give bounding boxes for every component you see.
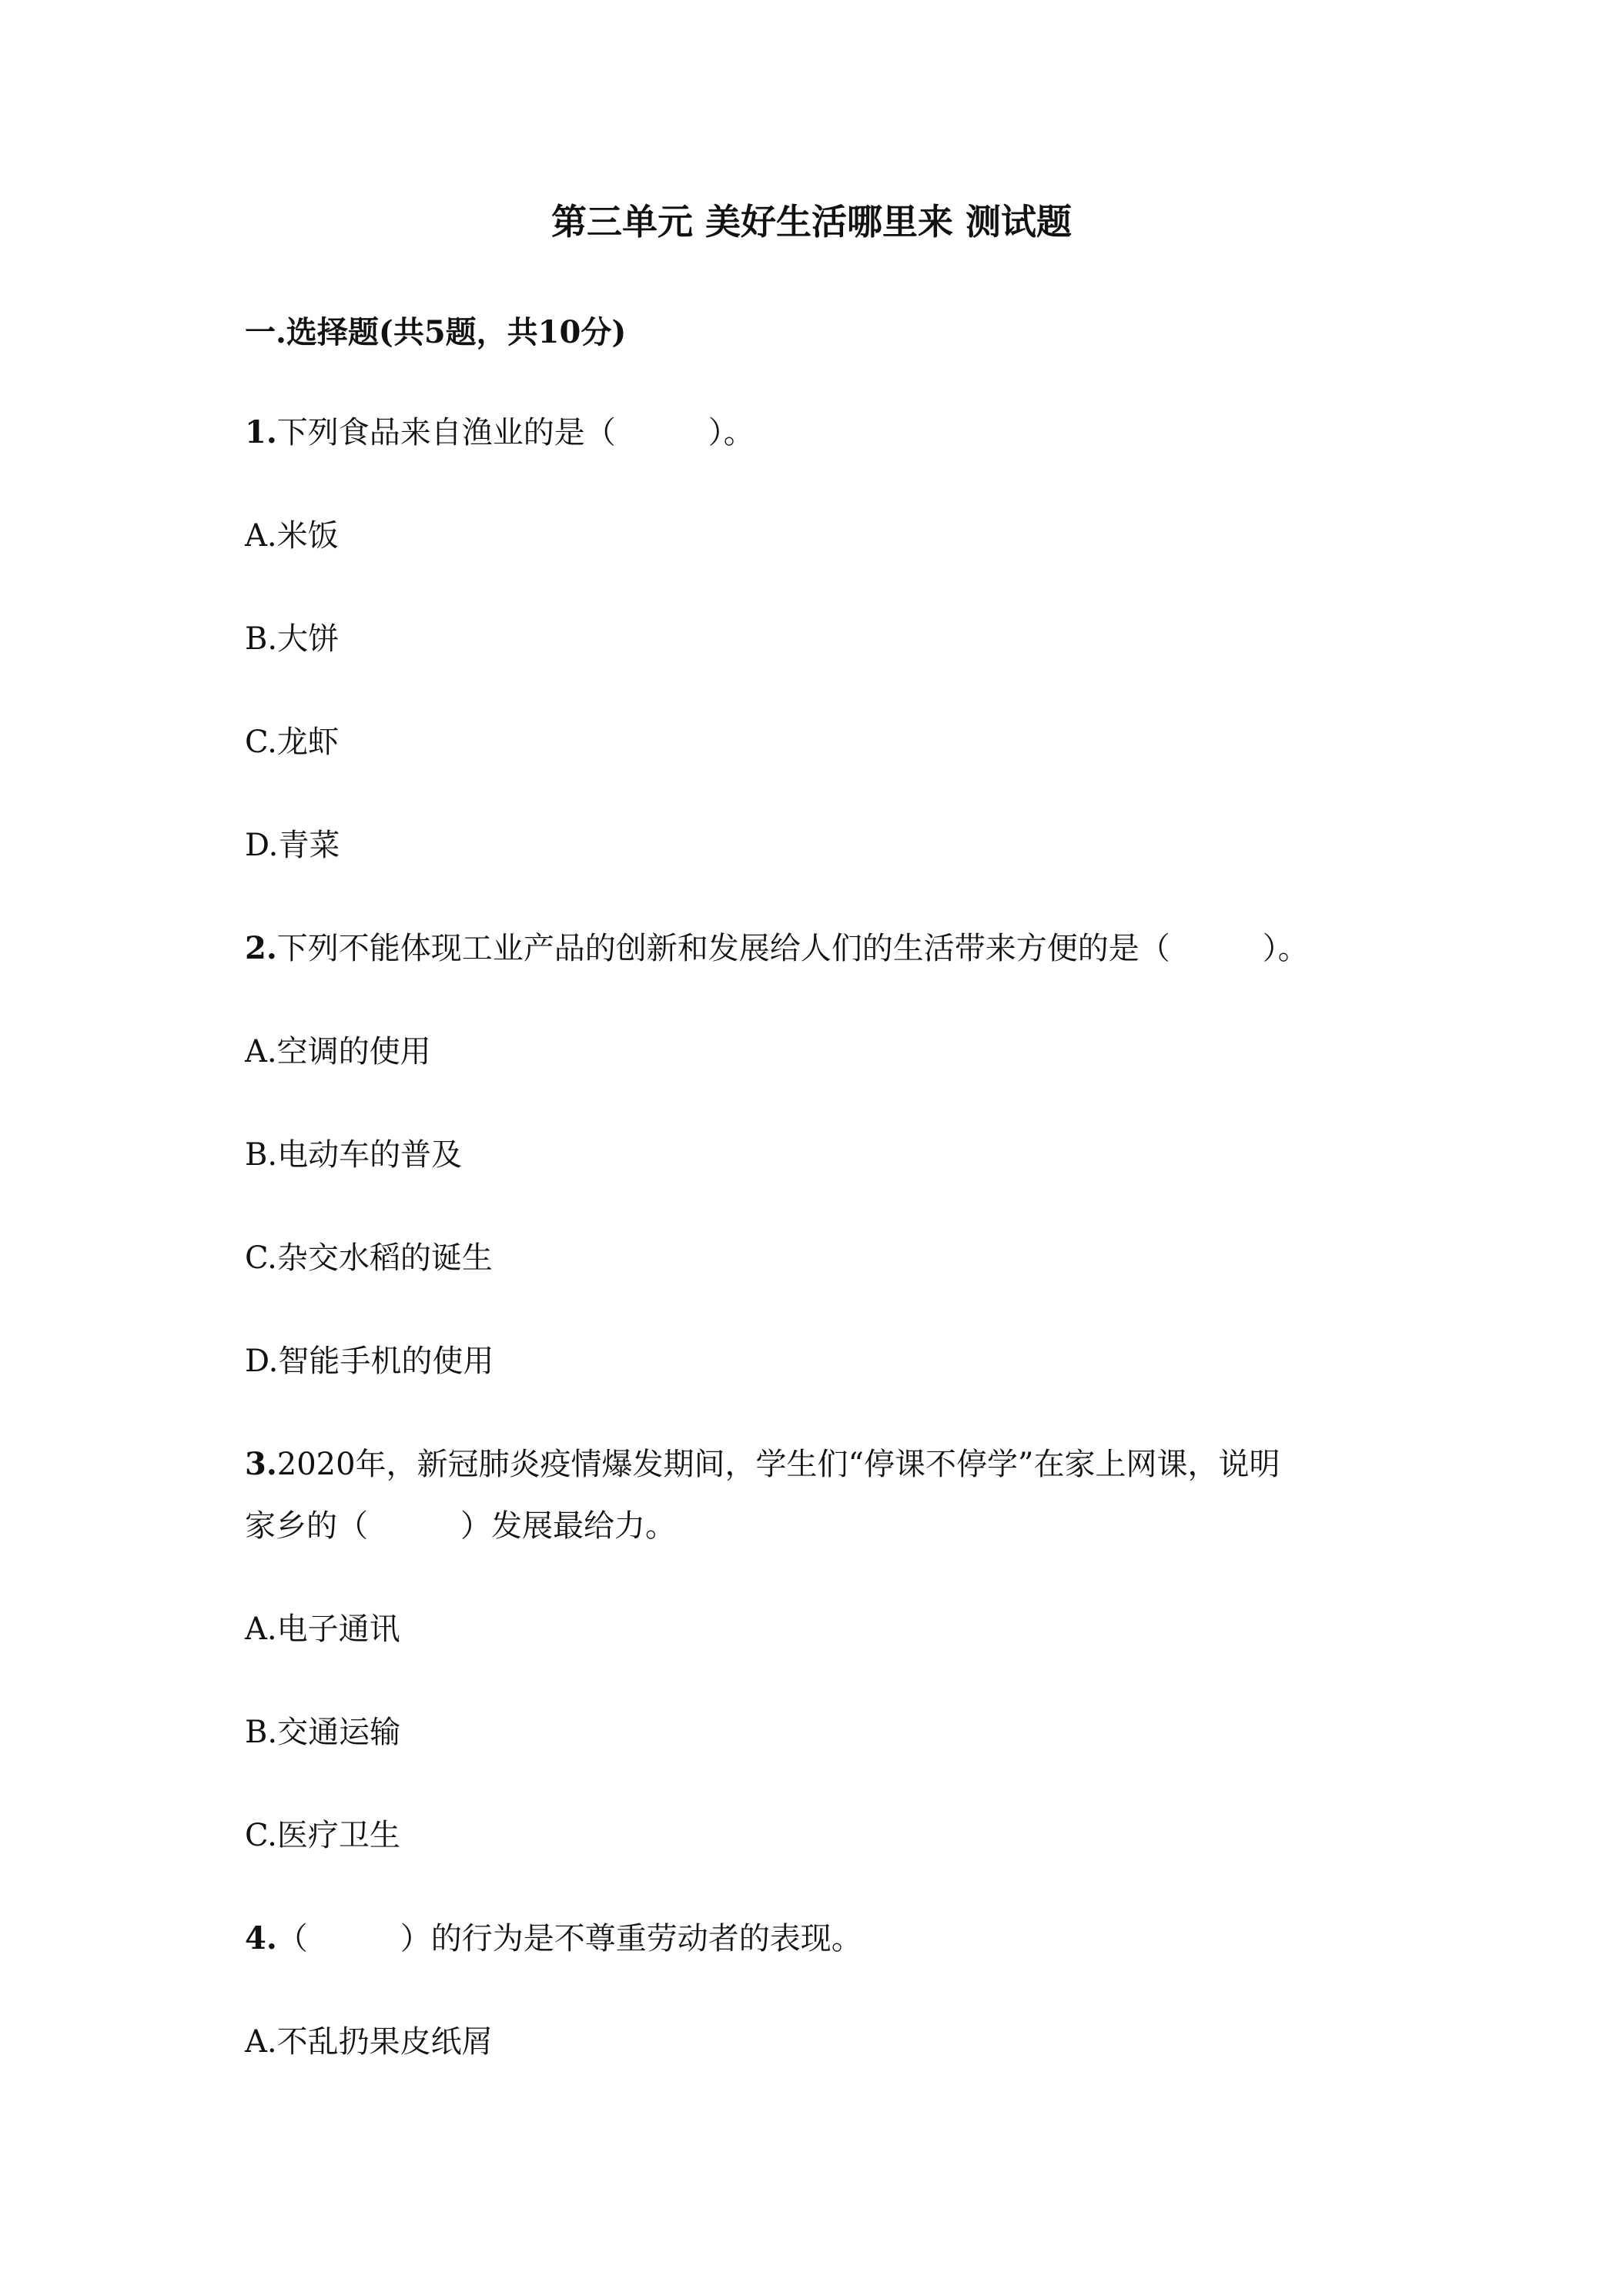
question-text: 2020年，新冠肺炎疫情爆发期间，学生们“停课不停学”在家上网课，说明	[276, 1447, 1280, 1482]
option-2c: C.杂交水稻的诞生	[245, 1240, 493, 1276]
question-text: 下列食品来自渔业的是（ ）。	[276, 415, 755, 450]
option-1c: C.龙虾	[245, 725, 339, 760]
option-2a: A.空调的使用	[245, 1034, 431, 1069]
option-3c: C.医疗卫生	[245, 1818, 400, 1853]
option-1b: B.大饼	[245, 621, 340, 657]
option-4a: A.不乱扔果皮纸屑	[245, 2024, 493, 2060]
question-4	[245, 1917, 862, 1960]
option-2b: B.电动车的普及	[245, 1137, 463, 1173]
page-title: 第三单元 美好生活哪里来 测试题	[550, 201, 1073, 243]
question-1	[245, 411, 755, 454]
question-number: 3.	[245, 1446, 277, 1482]
question-number: 1.	[245, 414, 277, 450]
question-text: 下列不能体现工业产品的创新和发展给人们的生活带来方便的是（ ）。	[276, 931, 1309, 966]
question-2	[245, 927, 1309, 970]
question-3-continued: 家乡的（ ）发展最给力。	[245, 1508, 676, 1544]
question-3	[245, 1443, 1280, 1486]
question-number: 2.	[245, 930, 277, 966]
option-3a: A.电子通讯	[245, 1612, 400, 1647]
option-2d: D.智能手机的使用	[245, 1344, 494, 1379]
question-number: 4.	[245, 1920, 277, 1956]
option-1d: D.青菜	[245, 828, 340, 863]
section-heading: 一.选择题(共5题，共10分)	[245, 314, 627, 350]
option-3b: B.交通运输	[245, 1715, 401, 1750]
option-1a: A.米饭	[245, 518, 339, 554]
question-text: （ ）的行为是不尊重劳动者的表现。	[276, 1921, 862, 1956]
